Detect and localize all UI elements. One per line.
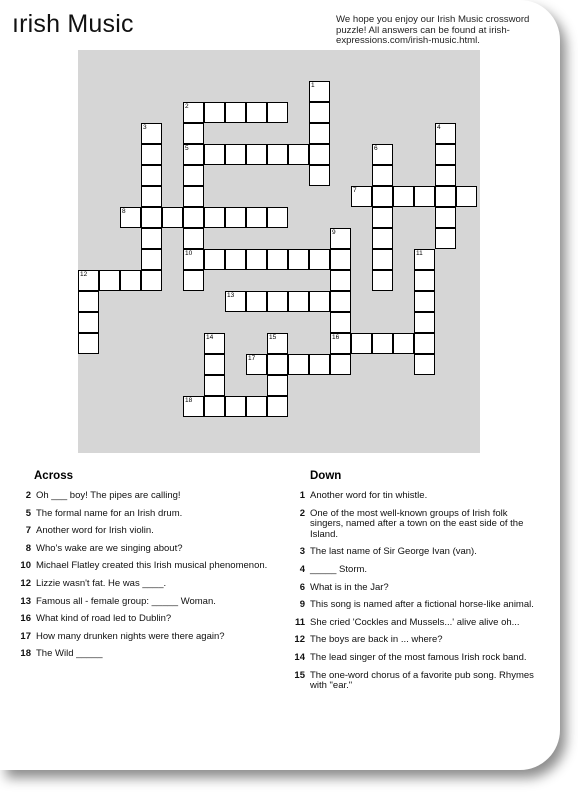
cell-number: 2 <box>185 103 189 110</box>
clue-item <box>12 597 274 608</box>
clue-text: Who's wake are we singing about? <box>36 542 183 554</box>
clue-number: 8 <box>25 542 31 554</box>
across-clues <box>12 470 274 667</box>
grid-cell[interactable] <box>267 333 288 354</box>
grid-cell[interactable] <box>309 165 330 186</box>
clue-text: One of the most well-known groups of Irish folk singers, named after a town on the east side of the Island. <box>310 507 524 540</box>
grid-cell[interactable] <box>288 291 309 312</box>
grid-cell[interactable] <box>435 186 456 207</box>
grid-cell[interactable] <box>183 207 204 228</box>
across-heading: Across <box>34 470 73 482</box>
grid-cell[interactable] <box>183 186 204 207</box>
grid-cell[interactable] <box>414 333 435 354</box>
clue-text: The boys are back in ... where? <box>310 634 443 646</box>
clue-item <box>12 544 274 555</box>
grid-cell[interactable] <box>267 207 288 228</box>
clue-number: 12 <box>294 634 305 646</box>
clue-number: 17 <box>20 630 31 642</box>
clue-text: Another word for Irish violin. <box>36 525 154 537</box>
crossword-grid <box>78 50 480 453</box>
grid-cell[interactable] <box>78 333 99 354</box>
grid-cell[interactable] <box>141 207 162 228</box>
grid-cell[interactable] <box>204 354 225 375</box>
grid-cell[interactable] <box>372 270 393 291</box>
grid-cell[interactable] <box>309 291 330 312</box>
grid-cell[interactable] <box>246 291 267 312</box>
grid-cell[interactable] <box>393 333 414 354</box>
clue-item <box>12 561 274 572</box>
clue-text: Another word for tin whistle. <box>310 490 428 501</box>
grid-cell[interactable] <box>267 102 288 123</box>
cell-number: 9 <box>332 229 336 236</box>
grid-cell[interactable] <box>225 249 246 270</box>
grid-cell[interactable] <box>246 144 267 165</box>
clue-number: 16 <box>20 613 31 625</box>
grid-cell[interactable] <box>141 144 162 165</box>
cell-number: 4 <box>437 124 441 131</box>
grid-cell[interactable] <box>435 123 456 144</box>
grid-cell[interactable] <box>183 144 204 165</box>
grid-cell[interactable] <box>372 207 393 228</box>
grid-cell[interactable] <box>225 207 246 228</box>
grid-cell[interactable] <box>183 102 204 123</box>
grid-cell[interactable] <box>225 396 246 417</box>
clue-item <box>286 583 542 594</box>
clue-item <box>286 547 542 558</box>
clue-number: 7 <box>25 525 31 537</box>
grid-cell[interactable] <box>414 270 435 291</box>
grid-cell[interactable] <box>204 249 225 270</box>
grid-cell[interactable] <box>141 186 162 207</box>
grid-cell[interactable] <box>99 270 120 291</box>
clue-text: What is in the Jar? <box>310 581 389 593</box>
cell-number: 12 <box>80 271 88 278</box>
clue-text: The last name of Sir George Ivan (van). <box>310 546 477 558</box>
grid-cell[interactable] <box>351 333 372 354</box>
grid-cell[interactable] <box>267 396 288 417</box>
grid-cell[interactable] <box>141 270 162 291</box>
clue-number: 14 <box>294 651 305 663</box>
grid-cell[interactable] <box>78 291 99 312</box>
grid-cell[interactable] <box>183 165 204 186</box>
grid-cell[interactable] <box>183 228 204 249</box>
cell-number: 11 <box>416 250 423 257</box>
grid-cell[interactable] <box>204 333 225 354</box>
grid-cell[interactable] <box>435 144 456 165</box>
grid-cell[interactable] <box>414 186 435 207</box>
clue-item <box>12 579 274 590</box>
grid-cell[interactable] <box>267 354 288 375</box>
clue-number: 1 <box>299 490 305 501</box>
clue-text: This song is named after a fictional horse-like animal. <box>310 599 534 611</box>
clue-text: The one-word chorus of a favorite pub song. Rhymes with "ear." <box>310 669 534 692</box>
grid-cell[interactable] <box>414 312 435 333</box>
grid-cell[interactable] <box>141 165 162 186</box>
grid-cell[interactable] <box>435 165 456 186</box>
clue-item <box>12 649 274 660</box>
grid-cell[interactable] <box>225 144 246 165</box>
clue-text: _____ Storm. <box>310 563 368 575</box>
grid-cell[interactable] <box>330 291 351 312</box>
grid-cell[interactable] <box>267 291 288 312</box>
grid-cell[interactable] <box>309 354 330 375</box>
grid-cell[interactable] <box>183 270 204 291</box>
cell-number: 17 <box>248 355 256 362</box>
cell-number: 14 <box>206 334 214 341</box>
clue-item <box>12 632 274 643</box>
clue-number: 11 <box>294 616 305 628</box>
clue-number: 3 <box>299 546 305 558</box>
grid-cell[interactable] <box>372 144 393 165</box>
grid-cell[interactable] <box>330 228 351 249</box>
grid-cell[interactable] <box>246 102 267 123</box>
clue-text: The formal name for an Irish drum. <box>36 507 183 519</box>
grid-cell[interactable] <box>267 144 288 165</box>
grid-cell[interactable] <box>78 312 99 333</box>
grid-cell[interactable] <box>204 102 225 123</box>
clue-text: The Wild _____ <box>36 648 103 660</box>
grid-cell[interactable] <box>330 333 351 354</box>
cell-number: 13 <box>227 292 235 299</box>
clue-number: 12 <box>20 577 31 589</box>
grid-cell[interactable] <box>351 186 372 207</box>
cell-number: 6 <box>374 145 378 152</box>
grid-cell[interactable] <box>267 375 288 396</box>
grid-cell[interactable] <box>393 186 414 207</box>
clue-number: 9 <box>299 599 305 611</box>
grid-cell[interactable] <box>141 249 162 270</box>
grid-cell[interactable] <box>456 186 477 207</box>
grid-cell[interactable] <box>330 312 351 333</box>
grid-cell[interactable] <box>204 144 225 165</box>
intro-text: We hope you enjoy our Irish Music crossword puzzle! All answers can be found at irish-expressions.com/irish-music.html. <box>336 14 530 46</box>
clue-text: What kind of road led to Dublin? <box>36 613 172 625</box>
cell-number: 3 <box>143 124 147 131</box>
grid-cell[interactable] <box>246 249 267 270</box>
grid-cell[interactable] <box>435 228 456 249</box>
clue-item <box>286 509 542 541</box>
grid-cell[interactable] <box>435 207 456 228</box>
grid-cell[interactable] <box>372 249 393 270</box>
grid-cell[interactable] <box>309 123 330 144</box>
grid-cell[interactable] <box>204 375 225 396</box>
clue-item <box>286 491 542 502</box>
grid-cell[interactable] <box>183 396 204 417</box>
clue-text: How many drunken nights were there again? <box>36 630 225 642</box>
grid-cell[interactable] <box>309 81 330 102</box>
cell-number: 15 <box>269 334 277 341</box>
clue-item <box>286 565 542 576</box>
grid-cell[interactable] <box>372 228 393 249</box>
grid-cell[interactable] <box>330 249 351 270</box>
clue-text: The lead singer of the most famous Irish rock band. <box>310 651 527 663</box>
clue-text: Oh ___ boy! The pipes are calling! <box>36 490 181 501</box>
clue-number: 5 <box>25 507 31 519</box>
clue-number: 10 <box>20 560 31 572</box>
cell-number: 16 <box>332 334 340 341</box>
clue-text: Michael Flatley created this Irish musical phenomenon. <box>36 560 268 572</box>
grid-cell[interactable] <box>414 249 435 270</box>
grid-cell[interactable] <box>309 249 330 270</box>
clue-number: 6 <box>299 581 305 593</box>
grid-cell[interactable] <box>372 333 393 354</box>
clue-text: Famous all - female group: _____ Woman. <box>36 595 216 607</box>
grid-cell[interactable] <box>162 207 183 228</box>
grid-cell[interactable] <box>372 186 393 207</box>
grid-cell[interactable] <box>120 207 141 228</box>
grid-cell[interactable] <box>309 144 330 165</box>
grid-cell[interactable] <box>414 354 435 375</box>
clue-item <box>286 600 542 611</box>
grid-cell[interactable] <box>120 270 141 291</box>
clue-item <box>12 526 274 537</box>
clue-item <box>286 671 542 692</box>
grid-cell[interactable] <box>372 165 393 186</box>
grid-cell[interactable] <box>246 207 267 228</box>
grid-cell[interactable] <box>183 123 204 144</box>
grid-cell[interactable] <box>225 291 246 312</box>
grid-cell[interactable] <box>330 270 351 291</box>
cell-number: 1 <box>311 82 315 89</box>
clue-number: 13 <box>20 595 31 607</box>
clue-item <box>12 614 274 625</box>
clue-number: 18 <box>20 648 31 660</box>
clue-item <box>12 509 274 520</box>
clue-number: 2 <box>25 490 31 501</box>
cell-number: 8 <box>122 208 126 215</box>
grid-cell[interactable] <box>141 228 162 249</box>
grid-cell[interactable] <box>246 396 267 417</box>
grid-cell[interactable] <box>183 249 204 270</box>
grid-cell[interactable] <box>288 354 309 375</box>
grid-cell[interactable] <box>78 270 99 291</box>
grid-cell[interactable] <box>225 102 246 123</box>
clue-number: 2 <box>299 507 305 519</box>
cell-number: 18 <box>185 397 193 404</box>
cell-number: 10 <box>185 250 193 257</box>
cell-number: 7 <box>353 187 357 194</box>
grid-cell[interactable] <box>414 291 435 312</box>
grid-cell[interactable] <box>309 102 330 123</box>
clue-item <box>286 653 542 664</box>
grid-cell[interactable] <box>330 354 351 375</box>
grid-cell[interactable] <box>267 249 288 270</box>
clue-item <box>12 491 274 502</box>
grid-cell[interactable] <box>204 396 225 417</box>
grid-cell[interactable] <box>288 144 309 165</box>
clue-item <box>286 618 542 629</box>
grid-cell[interactable] <box>246 354 267 375</box>
grid-cell[interactable] <box>288 249 309 270</box>
cell-number: 5 <box>185 145 189 152</box>
down-clues <box>286 470 542 699</box>
grid-cell[interactable] <box>204 207 225 228</box>
clue-number: 4 <box>299 563 305 575</box>
clue-number: 15 <box>294 669 305 681</box>
clue-text: Lizzie wasn't fat. He was ____. <box>36 577 167 589</box>
clue-text: She cried 'Cockles and Mussels...' alive alive oh... <box>310 616 520 628</box>
clue-item <box>286 635 542 646</box>
page-title: ırish Music <box>12 10 134 38</box>
down-heading: Down <box>310 470 342 482</box>
grid-cell[interactable] <box>141 123 162 144</box>
